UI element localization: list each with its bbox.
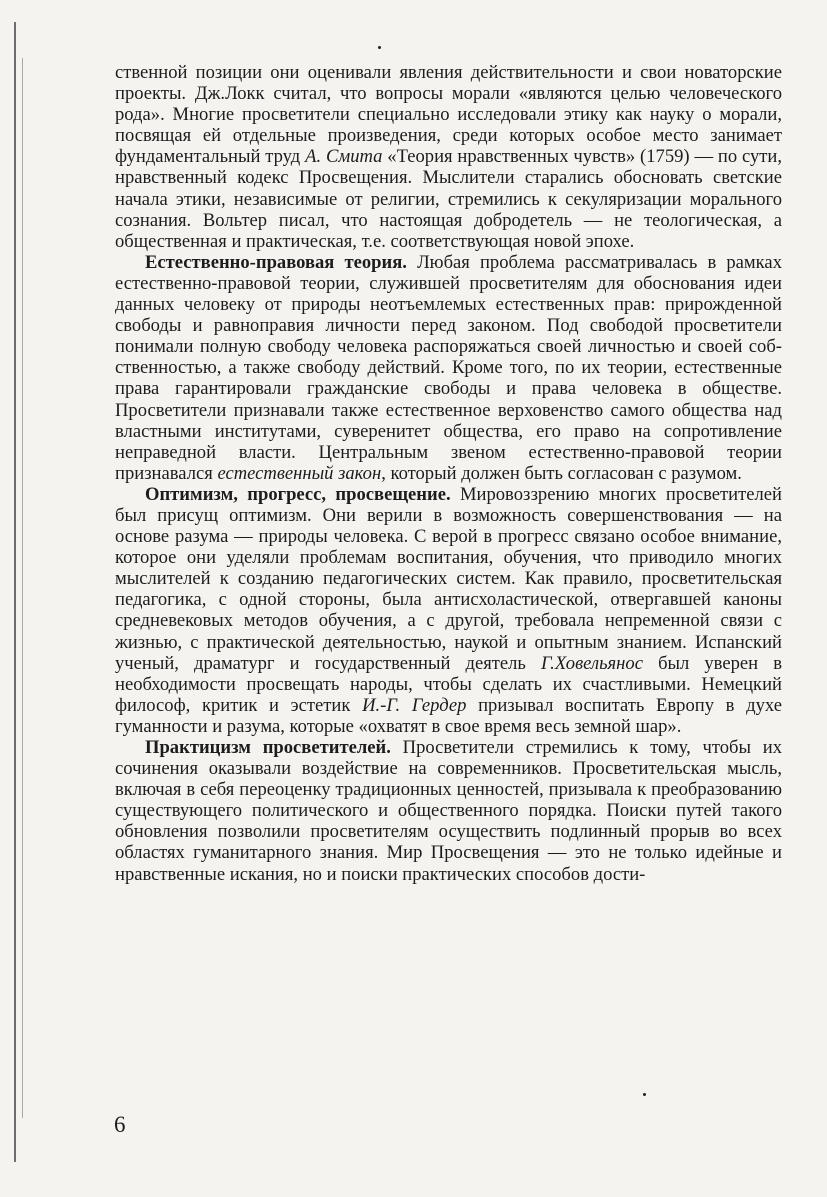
text-run: Просветители стремились к тому, чтобы их сочинения оказывали воздействие на современников. Просветительская мысль, включая в себя переоценку традиционных ценностей, призывала к преобразованию существующего политического и общественного порядка. Поиски путей такого обновления позволили просветителям осуществить подлинный прорыв во всех областях гуманитарного знания. Мир Просвещения — это не только идейные и нравственные искания, но и поиски практических способов дости- bbox=[115, 737, 782, 885]
page-number: 6 bbox=[114, 1112, 126, 1137]
paragraph-optimism bbox=[115, 484, 782, 737]
section-heading-practicism: Практицизм просветителей. bbox=[145, 737, 391, 758]
author-name-herder: И.-Г. Гердер bbox=[362, 694, 467, 716]
author-name-jovellanos: Г.Ховельянос bbox=[541, 652, 643, 674]
text-run: «Теория нравственных чувств» (1759) — по сути, нравственный кодекс Просвещения. Мыслители старались обосновать светские начала этики, независимые от религии, стремились к секуляризации морального сознания. Вольтер писал, что настоящая добродетель — не теологическая, а общественная и практическая, т.е. соответствующая новой эпохе. bbox=[115, 146, 782, 252]
text-run: Мировоззрению многих просветителей был присущ оптимизм. Они верили в возможность совершенствования — на основе разума — природы человека. С верой в прогресс связано особое внимание, которое они уделяли проблемам воспитания, обучения, что приводило многих мыслителей к созданию педагогических систем. Как правило, просветительская педагогика, с одной стороны, была антисхоластической, отвергавшей каноны средневековых методов обучения, а с другой, требовала непременной связи с жизнью, с практической деятельностью, наукой и опытным знанием. Испанский ученый, драматург и государственный деятель bbox=[115, 483, 782, 674]
section-heading-natural-law: Естественно-правовая теория. bbox=[145, 251, 407, 273]
speck bbox=[643, 1093, 646, 1096]
speck bbox=[378, 46, 381, 49]
term-natural-law: естественный закон bbox=[217, 462, 382, 484]
paragraph-natural-law bbox=[115, 252, 782, 484]
section-heading-optimism: Оптимизм, прогресс, просвещение. bbox=[145, 483, 451, 505]
author-name-smith: А. Смита bbox=[305, 146, 383, 168]
text-run: призывал воспитать Европу в духе гуманности и разума, которые «охватят в свое время весь земной шар». bbox=[115, 694, 782, 737]
page-edge-line-inner bbox=[22, 58, 23, 1118]
paragraph-intro bbox=[115, 62, 782, 252]
page-body bbox=[115, 62, 782, 885]
text-run: был уверен в необходимости просвещать народы, чтобы сделать их счастливыми. Немецкий философ, критик и эстетик bbox=[115, 652, 782, 716]
paragraph-practicism bbox=[115, 737, 782, 885]
text-run: Любая проблема рассматривалась в рамках естественно-правовой теории, служившей просветителям для обоснования идеи данных человеку от природы неотъемлемых естественных прав: прирожденной свободы и равноправия личности перед законом. Под свободой просветители понимали полную свободу человека распоряжаться своей личностью и своей собственностью, а также свободу действий. Кроме того, по их теории, естественные права гарантировали гражданские свободы и права человека в обществе. Просветители признавали также естественное верховенство самого общества над властными институтами, суверенитет общества, его право на сопротивление неправедной власти. Центральным звеном естественно-правовой теории признавался bbox=[115, 251, 782, 484]
text-run: , который должен быть согласован с разумом. bbox=[381, 462, 742, 484]
text-run: ственной позиции они оценивали явления действительности и свои новаторские проекты. Дж.Локк считал, что вопросы морали «являются целью человеческого рода». Многие просветители специально исследовали этику как науку о морали, посвящая ей отдельные произведения, среди которых особое место занимает фундаментальный труд bbox=[115, 62, 782, 168]
page-edge-line bbox=[14, 22, 16, 1162]
